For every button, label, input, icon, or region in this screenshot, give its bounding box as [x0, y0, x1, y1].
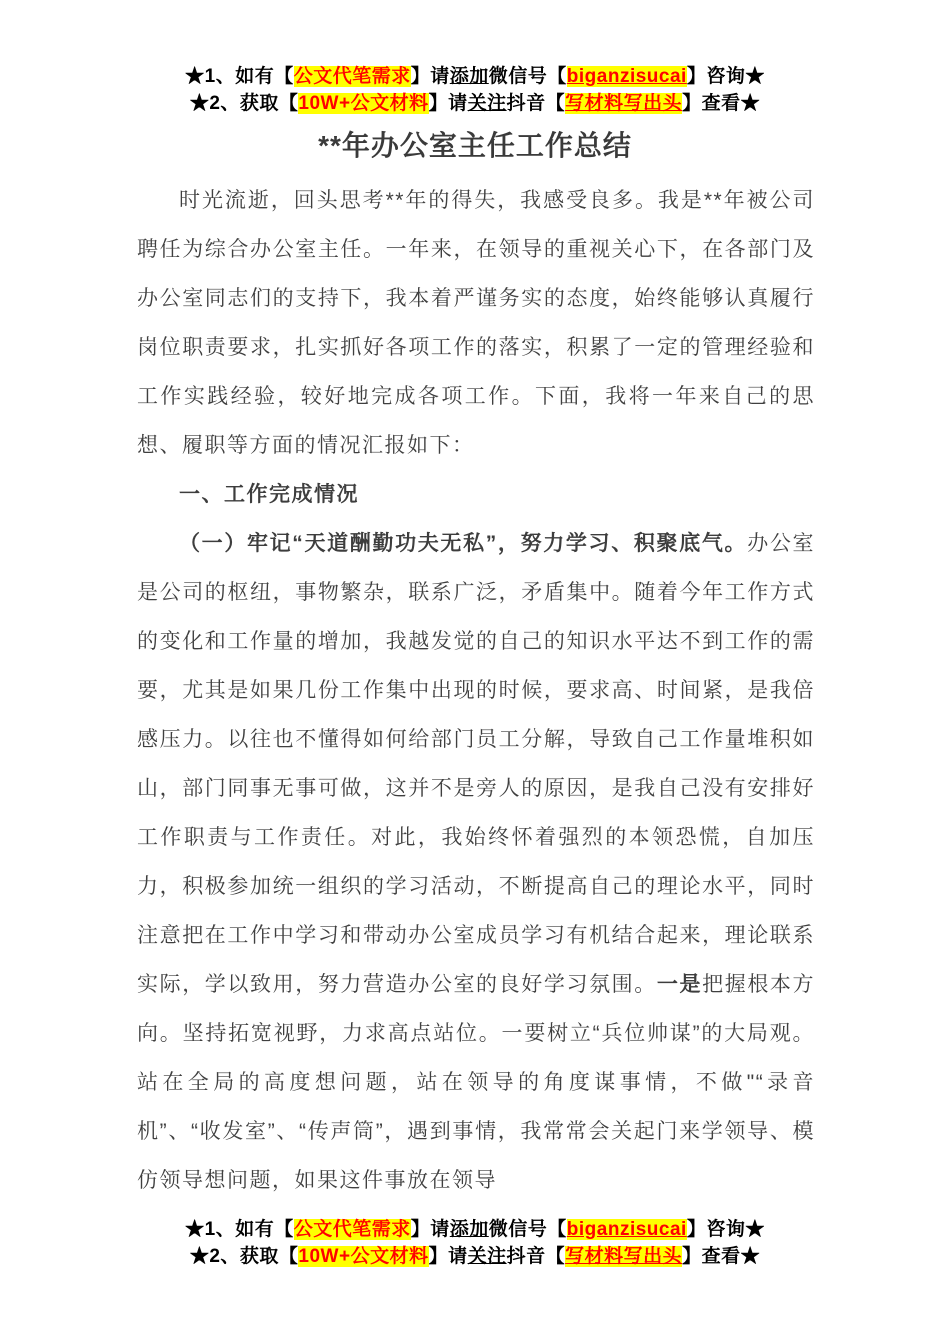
promo-banner-top — [0, 63, 950, 117]
promo-underline-add: 添加 — [449, 66, 489, 87]
promo-underline-follow: 关注 — [467, 93, 507, 114]
promo-bottom-line-2 — [0, 1243, 950, 1270]
promo-underline-add: 添加 — [449, 1219, 489, 1240]
promo-text: 】咨询★ — [686, 1219, 765, 1240]
promo-banner-bottom — [0, 1216, 950, 1270]
promo-text: 】咨询★ — [686, 66, 765, 87]
promo-underline-follow: 关注 — [467, 1246, 507, 1267]
promo-wechat-id: biganzisucai — [566, 66, 687, 87]
promo-text: 】请 — [428, 1246, 468, 1267]
subsection-text-2: 把握根本方向。坚持拓宽视野，力求高点站位。一要树立“兵位帅谋”的大局观。站在全局的高度想问题，站在领导的角度谋事情，不做"“录音机”、“收发室”、“传声筒”，遇到事情，我常常会关起门来学领导、模仿领导想问题，如果这件事放在领导 — [137, 973, 815, 1192]
inline-bold-first-point: 一是 — [656, 973, 703, 996]
promo-text: ★2、获取【 — [189, 93, 299, 114]
promo-text: 】请 — [428, 93, 468, 114]
promo-highlight-materials: 10W+公文材料 — [298, 1246, 429, 1267]
promo-text: ★1、如有【 — [185, 1219, 294, 1240]
promo-text: 】查看★ — [682, 1246, 761, 1267]
promo-douyin-id: 写材料写出头 — [565, 93, 683, 114]
promo-text: 】查看★ — [682, 93, 761, 114]
promo-text: 抖音【 — [506, 93, 566, 114]
subsection-lead-bold: （一）牢记“天道酬勤功夫无私”，努力学习、积聚底气。 — [179, 532, 748, 555]
promo-highlight-service: 公文代笔需求 — [293, 66, 411, 87]
promo-text: ★1、如有【 — [185, 66, 294, 87]
promo-highlight-materials: 10W+公文材料 — [298, 93, 429, 114]
promo-bottom-line-1 — [0, 1216, 950, 1243]
promo-wechat-id: biganzisucai — [566, 1219, 687, 1240]
intro-paragraph: 时光流逝，回头思考**年的得失，我感受良多。我是**年被公司聘任为综合办公室主任。一年来，在领导的重视关心下，在各部门及办公室同志们的支持下，我本着严谨务实的态度，始终能够认真履行岗位职责要求，扎实抓好各项工作的落实，积累了一定的管理经验和工作实践经验，较好地完成各项工作。下面，我将一年来自己的思想、履职等方面的情况汇报如下： — [137, 189, 815, 457]
promo-text: ★2、获取【 — [189, 1246, 299, 1267]
subsection-text-1: 办公室是公司的枢纽，事物繁杂，联系广泛，矛盾集中。随着今年工作方式的变化和工作量的增加，我越发觉的自己的知识水平达不到工作的需要，尤其是如果几份工作集中出现的时候，要求高、时间紧，是我倍感压力。以往也不懂得如何给部门员工分解，导致自己工作量堆积如山，部门同事无事可做，这并不是旁人的原因，是我自己没有安排好工作职责与工作责任。对此，我始终怀着强烈的本领恐慌，自加压力，积极参加统一组织的学习活动，不断提高自己的理论水平，同时注意把在工作中学习和带动办公室成员学习有机结合起来，理论联系实际，学以致用，努力营造办公室的良好学习氛围。 — [137, 532, 815, 996]
document-title: **年办公室主任工作总结 — [318, 130, 632, 161]
section-heading-1: 一、工作完成情况 — [179, 483, 359, 506]
promo-douyin-id: 写材料写出头 — [565, 1246, 683, 1267]
document-body — [137, 176, 815, 1214]
promo-highlight-service: 公文代笔需求 — [293, 1219, 411, 1240]
promo-top-line-1 — [0, 63, 950, 90]
promo-text: 】请 — [410, 66, 450, 87]
promo-text: 微信号【 — [488, 1219, 567, 1240]
promo-text: 】请 — [410, 1219, 450, 1240]
promo-text: 微信号【 — [488, 66, 567, 87]
promo-top-line-2 — [0, 90, 950, 117]
promo-text: 抖音【 — [506, 1246, 566, 1267]
subsection-paragraph-1 — [137, 519, 815, 1205]
